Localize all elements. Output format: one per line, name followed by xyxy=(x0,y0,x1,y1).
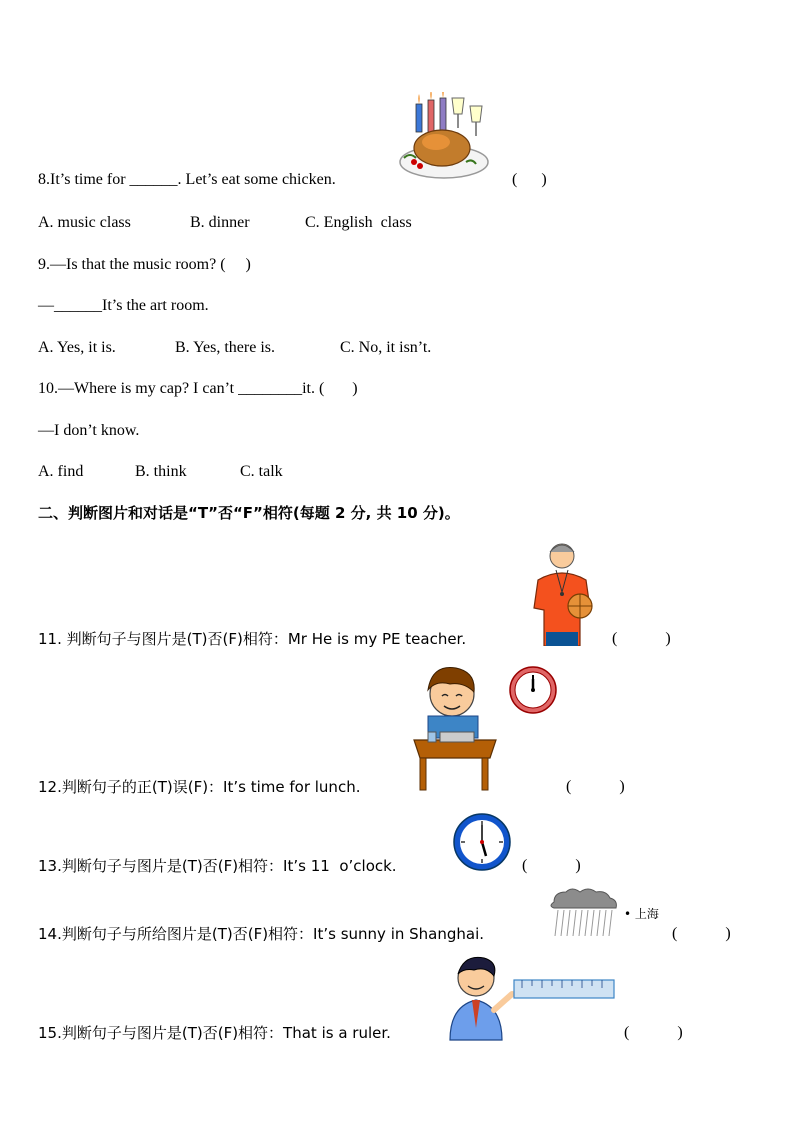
q12-answer-paren: ( ) xyxy=(566,778,625,795)
q14-answer-paren: ( ) xyxy=(672,925,731,942)
q8-option-c: C. English class xyxy=(305,214,412,231)
q8-option-a: A. music class xyxy=(38,214,131,231)
q8-question: 8.It’s time for ______. Let’s eat some chicken. xyxy=(38,171,336,188)
q14-map-label: • 上海 xyxy=(624,907,659,921)
q13-text: 13.判断句子与图片是(T)否(F)相符：It’s 11 o’clock. xyxy=(38,857,397,875)
q9-option-a: A. Yes, it is. xyxy=(38,339,116,356)
rain-cloud-icon xyxy=(548,888,620,938)
q9-question: 9.—Is that the music room? ( ) xyxy=(38,256,251,273)
q8-option-b: B. dinner xyxy=(190,214,250,231)
q11-answer-paren: ( ) xyxy=(612,630,671,647)
q10-option-b: B. think xyxy=(135,463,187,480)
boy-pointing-ruler-image xyxy=(446,956,618,1042)
roast-chicken-image xyxy=(394,92,500,184)
q10-question: 10.—Where is my cap? I can’t ________it. ( ) xyxy=(38,380,358,397)
q14-text: 14.判断句子与所给图片是(T)否(F)相符：It’s sunny in Shanghai. xyxy=(38,925,485,943)
q9-option-b: B. Yes, there is. xyxy=(175,339,276,356)
q15-text: 15.判断句子与图片是(T)否(F)相符：That is a ruler. xyxy=(38,1024,391,1042)
q13-answer-paren: ( ) xyxy=(522,857,581,874)
q9-option-c: C. No, it isn’t. xyxy=(340,339,432,356)
q10-answer-line: —I don’t know. xyxy=(38,422,140,439)
q9-answer-line: —______It’s the art room. xyxy=(38,297,209,314)
section2-heading: 二、判断图片和对话是“T”否“F”相符(每题 2 分, 共 10 分)。 xyxy=(38,504,460,522)
q15-answer-paren: ( ) xyxy=(624,1024,683,1041)
q10-option-c: C. talk xyxy=(240,463,283,480)
blue-clock-image xyxy=(452,812,512,872)
q8-answer-paren: ( ) xyxy=(512,171,547,188)
boy-eating-lunch-image xyxy=(410,666,500,792)
pe-teacher-image xyxy=(528,540,598,646)
q12-text: 12.判断句子的正(T)误(F)：It’s time for lunch. xyxy=(38,778,361,796)
q11-text: 11. 判断句子与图片是(T)否(F)相符：Mr He is my PE teacher. xyxy=(38,630,467,648)
q10-option-a: A. find xyxy=(38,463,84,480)
red-clock-image xyxy=(508,665,558,715)
